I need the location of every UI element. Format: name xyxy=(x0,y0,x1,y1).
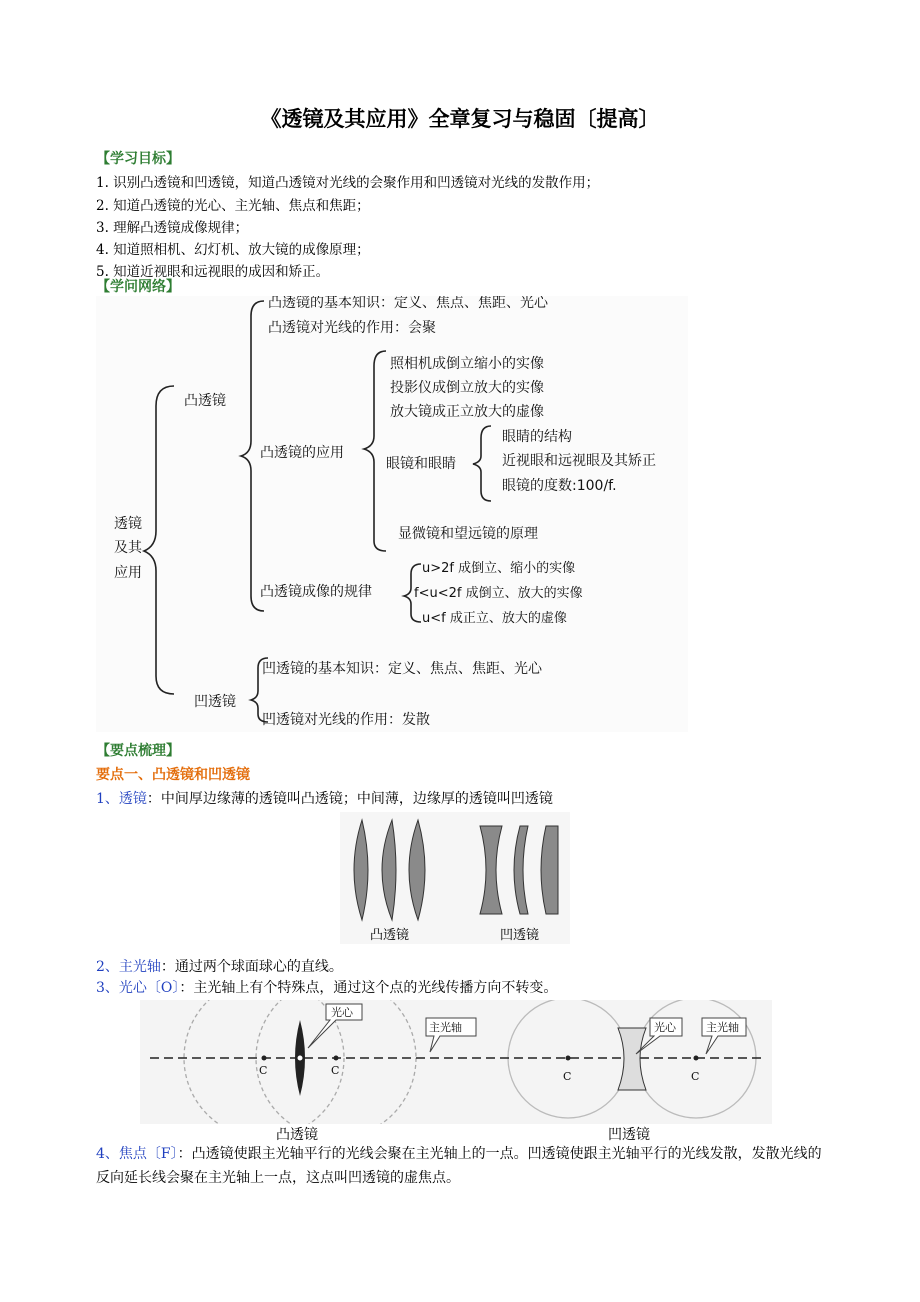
mm-convex-effect: 凸透镜对光线的作用：会聚 xyxy=(268,320,436,336)
root-brace xyxy=(144,386,174,694)
center-point-2 xyxy=(334,1056,339,1061)
axis-text: ：通过两个球面球心的直线。 xyxy=(160,959,343,975)
focus-text: ：凸透镜使跟主光轴平行的光线会聚在主光轴上的一点。凹透镜使跟主光轴平行的光线发散，发散光线的反向延长线会聚在主光轴上一点，这点叫凹透镜的虚焦点。 xyxy=(96,1146,822,1186)
lens-fig-convex-label: 凸透镜 xyxy=(370,928,410,943)
mm-rule-1: u>2f 成倒立、缩小的实像 xyxy=(422,561,576,576)
mm-root-3: 应用 xyxy=(114,565,142,581)
center-definition xyxy=(96,976,826,1000)
focus-term: 4、焦点〔F〕 xyxy=(96,1146,178,1162)
mm-concave-basic: 凹透镜的基本知识：定义、焦点、焦距、光心 xyxy=(262,661,542,677)
goals-heading: 【学习目标】 xyxy=(96,151,180,167)
label-center-concave: 光心 xyxy=(654,1021,676,1034)
goal-item: 4. 知道照相机、幻灯机、放大镜的成像原理； xyxy=(96,242,370,258)
mm-app-magnifier: 放大镜成正立放大的虚像 xyxy=(390,404,544,420)
goal-item: 2. 知道凸透镜的光心、主光轴、焦点和焦距； xyxy=(96,198,370,214)
mm-rule-2: f<u<2f 成倒立、放大的实像 xyxy=(414,586,583,601)
c-label-3: C xyxy=(563,1070,572,1083)
lens-term: 1、透镜 xyxy=(96,791,147,807)
mm-root-2: 及其 xyxy=(114,540,142,556)
knowledge-network-diagram xyxy=(96,296,688,732)
key-point-heading: 要点一、凸透镜和凹透镜 xyxy=(96,767,250,783)
mm-concave-effect: 凹透镜对光线的作用：发散 xyxy=(262,712,430,728)
mm-convex: 凸透镜 xyxy=(184,393,226,409)
mm-app-projector: 投影仪成倒立放大的实像 xyxy=(390,380,544,396)
mm-eye-myopia: 近视眼和远视眼及其矫正 xyxy=(502,453,656,469)
mm-eye-degree: 眼镜的度数:100/f. xyxy=(502,478,617,494)
label-center-convex: 光心 xyxy=(331,1006,353,1019)
center-point-3 xyxy=(566,1056,571,1061)
lens-definition xyxy=(96,787,826,811)
mindmap-svg xyxy=(96,296,688,732)
center-term: 3、光心〔O〕 xyxy=(96,980,180,996)
mm-glasses-eyes: 眼镜和眼睛 xyxy=(386,456,456,472)
axis-term: 2、主光轴 xyxy=(96,959,161,975)
mm-eye-structure: 眼睛的结构 xyxy=(502,429,572,445)
lens-shapes-figure xyxy=(340,812,570,944)
mm-convex-app: 凸透镜的应用 xyxy=(260,445,344,461)
mm-concave: 凹透镜 xyxy=(194,694,236,710)
caption-convex: 凸透镜 xyxy=(276,1127,318,1143)
plano-concave-lens xyxy=(541,826,558,914)
center-text: ：主光轴上有个特殊点，通过这个点的光线传播方向不转变。 xyxy=(179,980,558,996)
optical-center-diagram xyxy=(140,1000,772,1124)
points-heading: 【要点梳理】 xyxy=(96,743,180,759)
mm-app-camera: 照相机成倒立缩小的实像 xyxy=(390,356,544,372)
mm-root-1: 透镜 xyxy=(114,516,142,532)
mm-convex-rule: 凸透镜成像的规律 xyxy=(260,584,372,600)
label-axis-convex: 主光轴 xyxy=(429,1021,462,1034)
mm-rule-3: u<f 成正立、放大的虚像 xyxy=(422,611,567,626)
goal-item: 1. 识别凸透镜和凹透镜，知道凸透镜对光线的会聚作用和凹透镜对光线的发散作用； xyxy=(96,175,600,191)
app-brace xyxy=(364,351,386,551)
label-axis-concave: 主光轴 xyxy=(706,1021,739,1034)
goal-item: 3. 理解凸透镜成像规律； xyxy=(96,220,249,236)
lens-fig-concave-label: 凹透镜 xyxy=(500,928,540,943)
caption-concave: 凹透镜 xyxy=(608,1127,650,1143)
focus-definition xyxy=(96,1142,826,1190)
network-heading: 【学问网络】 xyxy=(96,279,180,295)
lens-text: ：中间厚边缘薄的透镜叫凸透镜；中间薄，边缘厚的透镜叫凹透镜 xyxy=(146,791,553,807)
mm-convex-basic: 凸透镜的基本知识：定义、焦点、焦距、光心 xyxy=(268,296,548,311)
optical-center-point xyxy=(297,1055,303,1061)
center-point-1 xyxy=(262,1056,267,1061)
center-point-4 xyxy=(694,1056,699,1061)
c-label-4: C xyxy=(691,1070,700,1083)
page-title: 《透镜及其应用》全章复习与稳固〔提高〕 xyxy=(260,107,660,131)
c-label-1: C xyxy=(259,1064,268,1077)
eye-brace xyxy=(473,426,491,501)
c-label-2: C xyxy=(331,1064,340,1077)
goal-item: 5. 知道近视眼和远视眼的成因和矫正。 xyxy=(96,264,330,280)
mm-microscope: 显微镜和望远镜的原理 xyxy=(398,526,538,542)
